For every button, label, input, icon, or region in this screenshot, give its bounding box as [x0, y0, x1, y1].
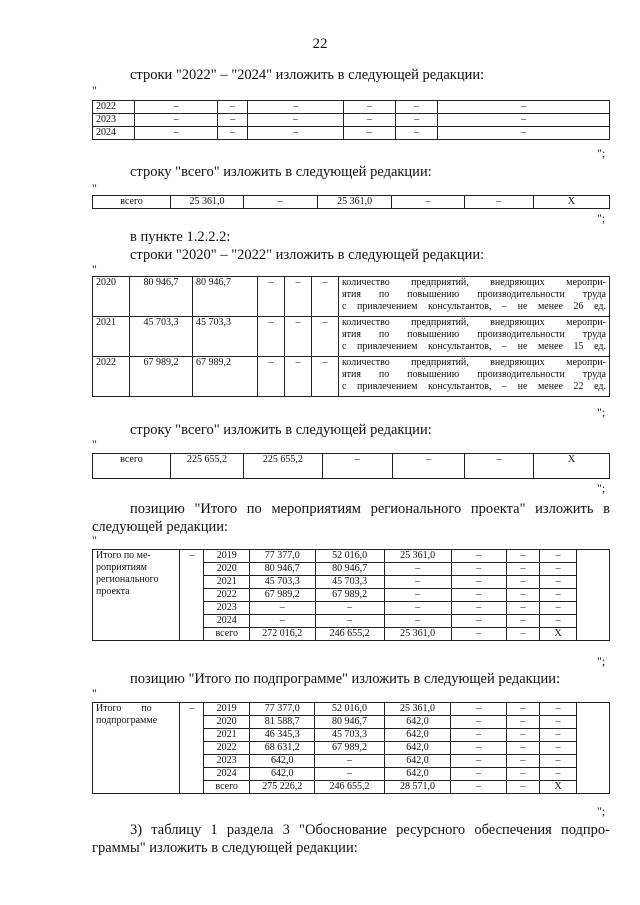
description-line: количество предприятий, внедряющих меропри- — [342, 357, 606, 368]
table-cell: всего — [93, 454, 171, 479]
table-cell: – — [506, 576, 539, 589]
table-row — [93, 196, 610, 209]
table-cell: 272 016,2 — [250, 628, 315, 641]
table-cell: – — [506, 628, 539, 641]
paragraph-table1-line2: граммы" изложить в следующей редакции: — [92, 840, 358, 856]
table-cell: 642,0 — [250, 768, 315, 781]
table-cell: 642,0 — [250, 755, 315, 768]
table-cell: 25 361,0 — [171, 196, 244, 209]
table-cell: – — [506, 550, 539, 563]
table-cell: – — [312, 357, 339, 397]
paragraph-row-total: строку "всего" изложить в следующей редакции: — [130, 164, 432, 180]
close-mark: "; — [597, 146, 606, 160]
table-cell: 246 655,2 — [315, 628, 384, 641]
table-cell: – — [506, 742, 539, 755]
table-cell: 45 703,3 — [315, 729, 384, 742]
table-cell: 28 571,0 — [384, 781, 451, 794]
description-line: количество предприятий, внедряющих меропри- — [342, 317, 606, 328]
table-cell: – — [384, 602, 451, 615]
table-cell: – — [506, 768, 539, 781]
table-cell: 25 361,0 — [317, 196, 391, 209]
table-cell: 2019 — [204, 550, 250, 563]
table-cell: 2023 — [204, 755, 250, 768]
table-cell: – — [258, 357, 285, 397]
table-cell: – — [540, 729, 577, 742]
paragraph-rows-2022-2024: строки "2022" – "2024" изложить в следующей редакции: — [130, 67, 485, 83]
table-cell: 2024 — [204, 615, 250, 628]
table-cell: – — [396, 114, 438, 127]
total-label-line: регионального — [96, 574, 159, 585]
table-cell: – — [243, 196, 317, 209]
table-cell: 25 361,0 — [384, 703, 451, 716]
description-line: количество предприятий, внедряющих меропри- — [342, 277, 606, 288]
table-cell: – — [506, 755, 539, 768]
table-rows-2022-2024 — [92, 100, 610, 140]
table-cell: – — [451, 602, 506, 615]
table-cell: 80 946,7 — [315, 563, 384, 576]
table-cell: – — [285, 357, 312, 397]
dash-cell: – — [180, 550, 204, 641]
table-cell: 68 631,2 — [250, 742, 315, 755]
description-cell — [339, 357, 610, 397]
empty-cell — [577, 703, 610, 794]
table-cell: – — [506, 703, 539, 716]
table-cell: – — [312, 277, 339, 317]
table-cell: 77 377,0 — [250, 703, 315, 716]
table-cell: 2024 — [204, 768, 250, 781]
paragraph-rows-2020-2022: строки "2020" – "2022" изложить в следующей редакции: — [130, 247, 485, 263]
table-row-total-1 — [92, 195, 610, 209]
table-cell: 45 703,3 — [130, 317, 193, 357]
description-line: ятия по повышению производительности труда — [342, 369, 606, 380]
paragraph-table1-line1: 3) таблицу 1 раздела 3 "Обоснование ресурсного обеспечения подпро- — [130, 822, 610, 838]
table-cell: 2023 — [93, 114, 135, 127]
close-mark: "; — [597, 211, 606, 225]
table-cell: – — [343, 101, 395, 114]
table-cell: 2023 — [204, 602, 250, 615]
table-cell: – — [451, 781, 506, 794]
table-row-total-2 — [92, 453, 610, 479]
table-cell: Х — [533, 454, 609, 479]
description-cell — [339, 317, 610, 357]
table-cell: – — [285, 277, 312, 317]
table-cell: 225 655,2 — [170, 454, 243, 479]
table-cell: – — [248, 114, 344, 127]
table-rows-2020-2022 — [92, 276, 610, 397]
table-cell: 45 703,3 — [193, 317, 258, 357]
table-cell: – — [312, 317, 339, 357]
table-cell: – — [540, 755, 577, 768]
quote-open: " — [92, 262, 97, 276]
table-cell: – — [506, 729, 539, 742]
table-cell: – — [248, 101, 344, 114]
table-cell: – — [451, 628, 506, 641]
table-cell: 2024 — [93, 127, 135, 140]
table-cell: всего — [93, 196, 171, 209]
table-cell: – — [540, 703, 577, 716]
table-cell: 80 946,7 — [130, 277, 193, 317]
table-cell: – — [258, 317, 285, 357]
paragraph-subprogram-total: позицию "Итого по подпрограмме" изложить в следующей редакции: — [130, 671, 561, 687]
table-cell: – — [506, 589, 539, 602]
table-cell: – — [540, 742, 577, 755]
table-subprogram-total — [92, 702, 610, 794]
table-cell: – — [218, 127, 248, 140]
table-cell: – — [218, 114, 248, 127]
table-cell: – — [258, 277, 285, 317]
table-row — [93, 454, 610, 479]
table-cell: – — [343, 127, 395, 140]
table-cell: – — [384, 576, 451, 589]
table-cell: 67 989,2 — [315, 742, 384, 755]
paragraph-regional-total-line2: следующей редакции: — [92, 519, 229, 535]
table-cell: 67 989,2 — [193, 357, 258, 397]
table-cell: – — [451, 615, 506, 628]
paragraph-regional-total-line1: позицию "Итого по мероприятиям регионального проекта" изложить в — [130, 501, 610, 517]
close-mark: "; — [597, 804, 606, 818]
quote-open: " — [92, 83, 97, 97]
table-cell: – — [540, 550, 577, 563]
table-cell: 2021 — [93, 317, 130, 357]
total-label-line: подпрограмме — [96, 715, 158, 726]
table-cell: – — [315, 602, 384, 615]
table-cell: 2020 — [204, 716, 250, 729]
table-cell: – — [451, 589, 506, 602]
table-cell: 2021 — [204, 576, 250, 589]
total-label-line: роприятиям — [96, 562, 147, 573]
table-cell: – — [540, 615, 577, 628]
table-cell: – — [465, 454, 534, 479]
table-cell: 67 989,2 — [130, 357, 193, 397]
quote-open: " — [92, 181, 97, 195]
table-cell: 246 655,2 — [315, 781, 384, 794]
table-cell: Х — [540, 781, 577, 794]
table-cell: 2021 — [204, 729, 250, 742]
table-cell: – — [343, 114, 395, 127]
table-regional-total — [92, 549, 610, 641]
table-cell: – — [451, 716, 506, 729]
table-cell: 45 703,3 — [315, 576, 384, 589]
table-cell: 642,0 — [384, 768, 451, 781]
quote-open: " — [92, 533, 97, 547]
close-mark: "; — [597, 654, 606, 668]
table-cell: – — [540, 576, 577, 589]
table-cell: 2019 — [204, 703, 250, 716]
table-cell: 52 016,0 — [315, 550, 384, 563]
table-cell: – — [250, 602, 315, 615]
table-cell: 2020 — [93, 277, 130, 317]
table-cell: – — [438, 127, 610, 140]
total-label-line: Итого по ме- — [96, 550, 151, 561]
table-cell: 80 946,7 — [193, 277, 258, 317]
table-cell: 80 946,7 — [250, 563, 315, 576]
paragraph-row-total-2: строку "всего" изложить в следующей редакции: — [130, 422, 432, 438]
table-cell: 67 989,2 — [250, 589, 315, 602]
table-cell: – — [506, 716, 539, 729]
table-cell: 77 377,0 — [250, 550, 315, 563]
table-cell: 2022 — [93, 357, 130, 397]
table-cell: 642,0 — [384, 729, 451, 742]
table-cell: – — [540, 589, 577, 602]
table-cell: – — [392, 196, 464, 209]
table-row — [93, 550, 610, 563]
paragraph-point: в пункте 1.2.2.2: — [130, 229, 231, 245]
table-cell: – — [464, 196, 533, 209]
table-cell: – — [135, 114, 218, 127]
table-cell: 642,0 — [384, 755, 451, 768]
table-cell: – — [315, 615, 384, 628]
table-cell: 67 989,2 — [315, 589, 384, 602]
table-cell: – — [135, 127, 218, 140]
description-line: ятия по повышению производительности труда — [342, 289, 606, 300]
table-cell: – — [250, 615, 315, 628]
table-cell: – — [396, 101, 438, 114]
table-row — [93, 277, 610, 317]
table-cell: – — [451, 703, 506, 716]
table-cell: 2020 — [204, 563, 250, 576]
table-row — [93, 317, 610, 357]
table-cell: 25 361,0 — [384, 550, 451, 563]
table-cell: Х — [533, 196, 609, 209]
table-cell: – — [540, 602, 577, 615]
table-cell: – — [451, 768, 506, 781]
table-cell: – — [506, 615, 539, 628]
table-cell: – — [315, 768, 384, 781]
table-cell: – — [451, 576, 506, 589]
table-cell: – — [438, 114, 610, 127]
table-cell: – — [438, 101, 610, 114]
table-cell: – — [506, 781, 539, 794]
table-cell: 2022 — [93, 101, 135, 114]
description-line: ятия по повышению производительности труда — [342, 329, 606, 340]
table-cell: 2022 — [204, 742, 250, 755]
table-cell: – — [135, 101, 218, 114]
table-cell: – — [322, 454, 392, 479]
table-cell: – — [540, 563, 577, 576]
total-label-line: Итого по — [96, 703, 152, 714]
table-cell: – — [451, 742, 506, 755]
description-line: с привлечением консультантов, – не менее 15 ед. — [342, 341, 606, 352]
table-cell: 2022 — [204, 589, 250, 602]
table-cell: – — [396, 127, 438, 140]
table-cell: 275 226,2 — [250, 781, 315, 794]
table-cell: 642,0 — [384, 716, 451, 729]
table-cell: – — [451, 729, 506, 742]
table-cell: – — [540, 768, 577, 781]
quote-open: " — [92, 437, 97, 451]
table-row — [93, 127, 610, 140]
table-cell: всего — [204, 628, 250, 641]
table-cell: всего — [204, 781, 250, 794]
table-cell: – — [393, 454, 465, 479]
description-cell — [339, 277, 610, 317]
table-row — [93, 703, 610, 716]
table-cell: – — [248, 127, 344, 140]
table-cell: – — [384, 589, 451, 602]
table-cell: – — [451, 550, 506, 563]
table-cell: 25 361,0 — [384, 628, 451, 641]
table-cell: 52 016,0 — [315, 703, 384, 716]
table-cell: – — [451, 755, 506, 768]
table-row — [93, 114, 610, 127]
table-cell: – — [451, 563, 506, 576]
table-cell: – — [506, 602, 539, 615]
table-row — [93, 101, 610, 114]
table-cell: – — [540, 716, 577, 729]
total-label-cell — [93, 703, 180, 794]
close-mark: "; — [597, 481, 606, 495]
table-cell: Х — [540, 628, 577, 641]
empty-cell — [577, 550, 610, 641]
table-cell: – — [506, 563, 539, 576]
table-cell: – — [218, 101, 248, 114]
table-cell: – — [384, 563, 451, 576]
table-cell: 45 703,3 — [250, 576, 315, 589]
table-cell: 80 946,7 — [315, 716, 384, 729]
table-cell: 225 655,2 — [244, 454, 322, 479]
table-cell: 46 345,3 — [250, 729, 315, 742]
description-line: с привлечением консультантов, – не менее 22 ед. — [342, 381, 606, 392]
close-mark: "; — [597, 405, 606, 419]
quote-open: " — [92, 686, 97, 700]
total-label-line: проекта — [96, 586, 130, 597]
table-cell: 81 588,7 — [250, 716, 315, 729]
table-cell: – — [285, 317, 312, 357]
table-cell: – — [384, 615, 451, 628]
description-line: с привлечением консультантов, – не менее 26 ед. — [342, 301, 606, 312]
page-number: 22 — [312, 36, 328, 52]
table-cell: 642,0 — [384, 742, 451, 755]
dash-cell: – — [180, 703, 204, 794]
total-label-cell — [93, 550, 180, 641]
table-row — [93, 357, 610, 397]
table-cell: – — [315, 755, 384, 768]
